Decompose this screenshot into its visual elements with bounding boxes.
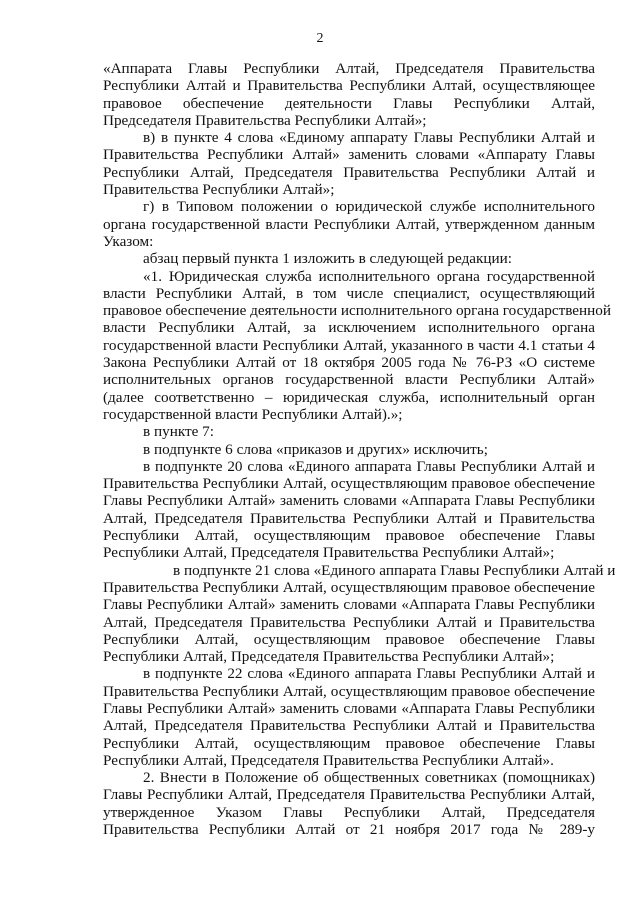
text-line: Правительства Республики Алтай, осуществляющим правовое обеспечение xyxy=(103,475,595,493)
text-line: Главы Республики Алтай» заменить словами «Аппарата Главы Республики xyxy=(103,699,595,717)
text-line: «Аппарата Главы Республики Алтай, Председателя Правительства xyxy=(103,60,595,77)
text-line: правовое обеспечение деятельности Главы Республики Алтай, xyxy=(103,94,595,112)
text-line: Республики Алтай, Председателя Правительства Республики Алтай»; xyxy=(103,648,555,666)
text-line: в подпункте 6 слова «приказов и других» исключить; xyxy=(143,440,488,458)
text-line: правовое обеспечение деятельности исполнительного органа государственной xyxy=(103,302,612,320)
text-line: Председателя Правительства Республики Алтай»; xyxy=(103,111,427,129)
text-line: в подпункте 21 слова «Единого аппарата Главы Республики Алтай и xyxy=(173,561,616,579)
text-line: Закона Республики Алтай от 18 октября 2005 года № 76-РЗ «О системе xyxy=(103,354,595,372)
text-line: в пункте 7: xyxy=(143,423,214,441)
text-line: утвержденное Указом Главы Республики Алтай, Председателя xyxy=(103,803,595,821)
text-line: исполнительных органов государственной власти Республики Алтай» xyxy=(103,371,595,389)
text-line: Главы Республики Алтай, Председателя Правительства Республики Алтай, xyxy=(103,786,595,804)
text-line: Правительства Республики Алтай от 21 ноября 2017 года № 289-у xyxy=(103,821,595,839)
text-line: Указом: xyxy=(103,232,154,250)
text-line: Алтай, Председателя Правительства Республики Алтай и Правительства xyxy=(103,613,595,631)
text-line: власти Республики Алтай, за исключением исполнительного органа xyxy=(103,319,595,337)
text-line: г) в Типовом положении о юридической службе исполнительного xyxy=(143,198,595,216)
text-line: в подпункте 20 слова «Единого аппарата Главы Республики Алтай и xyxy=(143,457,595,475)
text-line: 2. Внести в Положение об общественных советниках (помощниках) xyxy=(143,769,595,787)
text-line: Правительства Республики Алтай»; xyxy=(103,181,335,199)
text-line: в) в пункте 4 слова «Единому аппарату Главы Республики Алтай и xyxy=(143,129,595,147)
page-number: 2 xyxy=(316,31,324,46)
text-line: в подпункте 22 слова «Единого аппарата Главы Республики Алтай и xyxy=(143,665,595,683)
text-line: Республики Алтай, Председателя Правительства Республики Алтай и xyxy=(103,163,595,181)
text-line: Республики Алтай, осуществляющим правовое обеспечение Главы xyxy=(103,734,595,752)
text-line: Алтай, Председателя Правительства Республики Алтай и Правительства xyxy=(103,717,595,735)
text-line: Алтай, Председателя Правительства Республики Алтай и Правительства xyxy=(103,509,595,527)
text-line: Республики Алтай, осуществляющим правовое обеспечение Главы xyxy=(103,630,595,648)
text-line: органа государственной власти Республики Алтай, утвержденном данным xyxy=(103,215,595,233)
text-line: Республики Алтай и Правительства Республики Алтай, осуществляющее xyxy=(103,77,595,95)
text-line: Правительства Республики Алтай» заменить словами «Аппарату Главы xyxy=(103,146,595,164)
text-line: государственной власти Республики Алтай).»; xyxy=(103,405,403,423)
text-line: государственной власти Республики Алтай, указанного в части 4.1 статьи 4 xyxy=(103,336,595,354)
text-line: Республики Алтай, Председателя Правительства Республики Алтай»; xyxy=(103,544,555,562)
text-line: власти Республики Алтай, в том числе специалист, осуществляющий xyxy=(103,284,595,302)
text-line: Правительства Республики Алтай, осуществляющим правовое обеспечение xyxy=(103,682,595,700)
text-line: Правительства Республики Алтай, осуществляющим правовое обеспечение xyxy=(103,578,595,596)
text-line: (далее соответственно – юридическая служба, исполнительный орган xyxy=(103,388,595,406)
document-body xyxy=(103,60,616,839)
text-line: Республики Алтай, Председателя Правительства Республики Алтай». xyxy=(103,751,554,769)
text-line: Главы Республики Алтай» заменить словами «Аппарата Главы Республики xyxy=(103,492,595,510)
text-line: Главы Республики Алтай» заменить словами «Аппарата Главы Республики xyxy=(103,596,595,614)
text-line: абзац первый пункта 1 изложить в следующей редакции: xyxy=(143,250,513,268)
text-line: Республики Алтай, осуществляющим правовое обеспечение Главы xyxy=(103,527,595,545)
text-line: «1. Юридическая служба исполнительного органа государственной xyxy=(143,267,595,285)
